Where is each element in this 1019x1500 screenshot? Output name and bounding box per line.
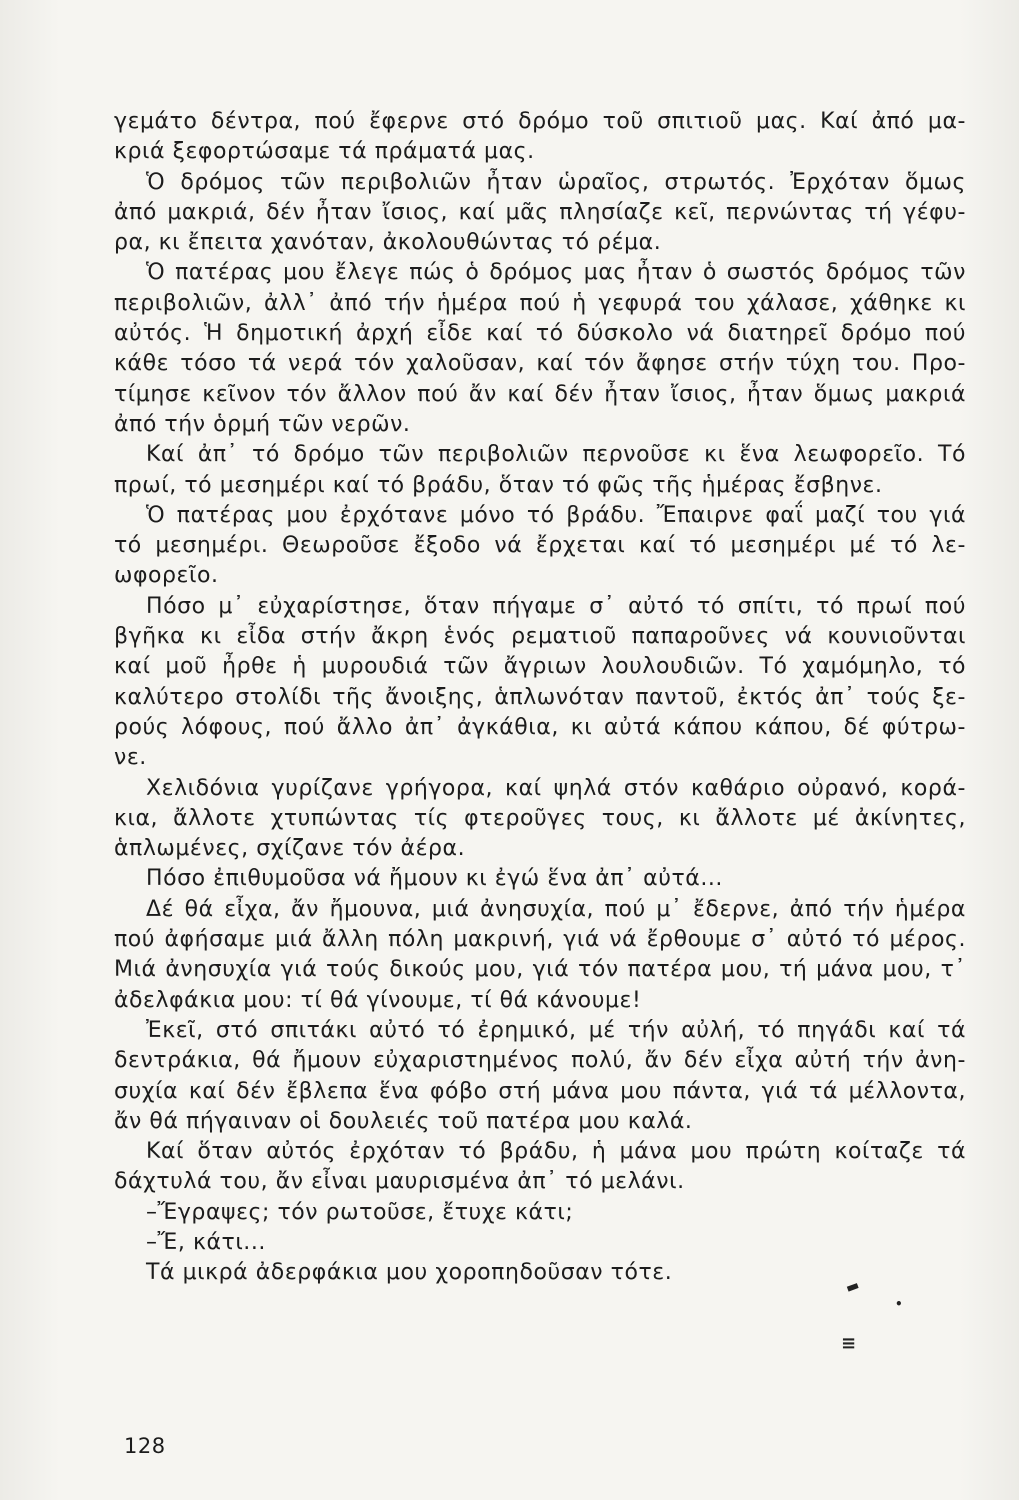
ink-mark: • — [895, 1297, 903, 1311]
text-line: καλύτερο στολίδι τῆς ἄνοιξης, ἁπλωνόταν παντοῦ, ἐκτός ἀπ᾿ τούς ξε- — [114, 684, 966, 710]
text-line: Πόσο ἐπιθυμοῦσα νά ἤμουν κι ἐγώ ἕνα ἀπ᾿ αὐτά... — [146, 866, 723, 892]
text-line: δεντράκια, θά ἤμουν εὐχαριστημένος πολύ, ἄν δέν εἶχα αὐτή τήν ἀνη- — [114, 1048, 966, 1074]
text-line: τό μεσημέρι. Θεωροῦσε ἔξοδο νά ἔρχεται καί τό μεσημέρι μέ τό λε- — [114, 533, 966, 559]
ink-mark: ≡ — [841, 1333, 857, 1354]
text-line: τίμησε κεῖνον τόν ἄλλον πού ἄν καί δέν ἦταν ἴσιος, ἦταν ὅμως μακριά — [114, 381, 966, 407]
text-line: Ὁ πατέρας μου ἔλεγε πώς ὁ δρόμος μας ἦταν ὁ σωστός δρόμος τῶν — [146, 260, 966, 286]
text-line: Τά μικρά ἀδερφάκια μου χοροπηδοῦσαν τότε. — [146, 1260, 673, 1286]
text-line: Χελιδόνια γυρίζανε γρήγορα, καί ψηλά στόν καθάριο οὐρανό, κορά- — [146, 775, 966, 801]
text-line: ἀδελφάκια μου: τί θά γίνουμε, τί θά κάνουμε! — [114, 987, 642, 1013]
page-number: 128 — [124, 1434, 166, 1458]
text-line: ἀπό μακριά, δέν ἦταν ἴσιος, καί μᾶς πλησίαζε κεῖ, περνώντας τή γέφυ- — [114, 199, 966, 225]
text-line: ωφορεῖο. — [114, 563, 219, 589]
text-line: ρούς λόφους, πού ἄλλο ἀπ᾿ ἀγκάθια, κι αὐτά κάπου κάπου, δέ φύτρω- — [114, 714, 966, 740]
text-line: βγῆκα κι εἶδα στήν ἄκρη ἑνός ρεματιοῦ παπαροῦνες νά κουνιοῦνται — [114, 624, 966, 650]
text-line: ρα, κι ἔπειτα χανόταν, ἀκολουθώντας τό ρέμα. — [114, 230, 662, 256]
text-line: κάθε τόσο τά νερά τόν χαλοῦσαν, καί τόν ἄφησε στήν τύχη του. Προ- — [114, 351, 966, 377]
text-line: συχία καί δέν ἔβλεπα ἕνα φόβο στή μάνα μου πάντα, γιά τά μέλλοντα, — [114, 1078, 966, 1104]
text-line: πού ἀφήσαμε μιά ἄλλη πόλη μακρινή, γιά νά ἔρθουμε σ᾿ αὐτό τό μέρος. — [114, 927, 966, 953]
text-line: Καί ἀπ᾿ τό δρόμο τῶν περιβολιῶν περνοῦσε κι ἕνα λεωφορεῖο. Τό — [146, 442, 966, 468]
text-line: Δέ θά εἶχα, ἄν ἤμουνα, μιά ἀνησυχία, πού μ᾿ ἔδερνε, ἀπό τήν ἡμέρα — [146, 896, 966, 922]
text-line: περιβολιῶν, ἀλλ᾿ ἀπό τήν ἡμέρα πού ἡ γεφυρά του χάλασε, χάθηκε κι — [114, 290, 966, 316]
text-line: Μιά ἀνησυχία γιά τούς δικούς μου, γιά τόν πατέρα μου, τή μάνα μου, τ᾿ — [114, 957, 966, 983]
text-line: γεμάτο δέντρα, πού ἔφερνε στό δρόμο τοῦ σπιτιοῦ μας. Καί ἀπό μα- — [114, 109, 966, 134]
body-text — [114, 107, 966, 1289]
ink-mark: ▬ — [843, 1277, 862, 1297]
text-line: αὐτός. Ἡ δημοτική ἀρχή εἶδε καί τό δύσκολο νά διατηρεῖ δρόμο πού — [114, 321, 966, 347]
text-line: Καί ὅταν αὐτός ἐρχόταν τό βράδυ, ἡ μάνα μου πρώτη κοίταζε τά — [146, 1139, 966, 1165]
text-line: ἄν θά πήγαιναν οἱ δουλειές τοῦ πατέρα μου καλά. — [114, 1108, 693, 1134]
text-line: κια, ἄλλοτε χτυπώντας τίς φτεροῦγες τους, κι ἄλλοτε μέ ἀκίνητες, — [114, 805, 966, 831]
text-line: κριά ξεφορτώσαμε τά πράματά μας. — [114, 139, 535, 165]
text-line: δάχτυλά του, ἄν εἶναι μαυρισμένα ἀπ᾿ τό μελάνι. — [114, 1169, 685, 1195]
text-line: καί μοῦ ἦρθε ἡ μυρουδιά τῶν ἄγριων λουλουδιῶν. Τό χαμόμηλο, τό — [114, 654, 966, 680]
text-line: ἁπλωμένες, σχίζανε τόν ἀέρα. — [114, 836, 466, 862]
text-line: πρωί, τό μεσημέρι καί τό βράδυ, ὅταν τό φῶς τῆς ἡμέρας ἔσβηνε. — [114, 472, 883, 498]
text-line: Πόσο μ᾿ εὐχαρίστησε, ὅταν πήγαμε σ᾿ αὐτό τό σπίτι, τό πρωί πού — [146, 593, 966, 619]
text-line: Ὁ δρόμος τῶν περιβολιῶν ἦταν ὡραῖος, στρωτός. Ἐρχόταν ὅμως — [146, 169, 966, 195]
text-line: –Ἔ, κάτι... — [146, 1229, 266, 1255]
text-line: –Ἔγραψες; τόν ρωτοῦσε, ἔτυχε κάτι; — [146, 1199, 574, 1225]
text-line: νε. — [114, 745, 147, 771]
text-line: ἀπό τήν ὁρμή τῶν νερῶν. — [114, 411, 411, 437]
text-line: Ὁ πατέρας μου ἐρχότανε μόνο τό βράδυ. Ἔπαιρνε φαΐ μαζί του γιά — [146, 502, 966, 528]
text-line: Ἐκεῖ, στό σπιτάκι αὐτό τό ἐρημικό, μέ τήν αὐλή, τό πηγάδι καί τά — [146, 1017, 966, 1043]
